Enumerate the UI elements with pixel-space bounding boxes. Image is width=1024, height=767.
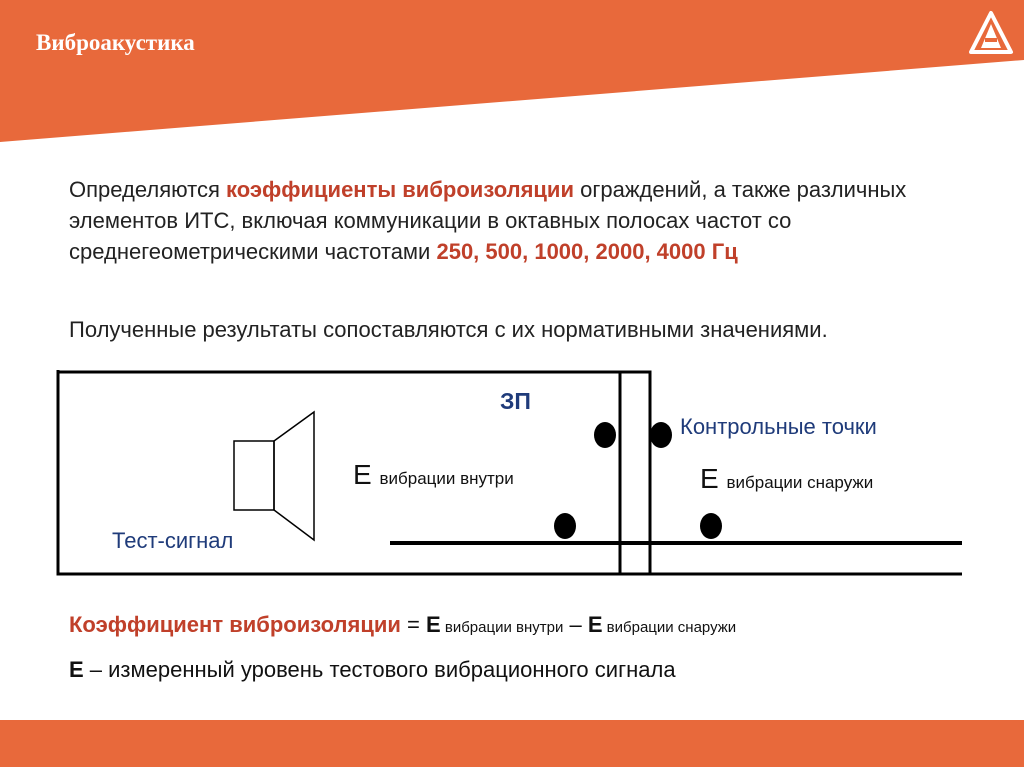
control-point-inside-upper bbox=[594, 422, 616, 448]
footer-band bbox=[0, 720, 1024, 767]
control-point-inside-lower bbox=[554, 513, 576, 539]
definition-text: – измеренный уровень тестового вибрационного сигнала bbox=[83, 657, 676, 682]
triangle-a-logo-icon bbox=[968, 10, 1014, 56]
control-points-label: Контрольные точки bbox=[680, 414, 877, 439]
control-point-outside-upper bbox=[650, 422, 672, 448]
definition-e: Е bbox=[69, 657, 84, 682]
formula-e-inside: Е bbox=[426, 612, 441, 637]
intro-text-2: ограждений, а также различных элементов ИТС, включая коммуникации в октавных полосах частот со среднегеометрическими частотами bbox=[69, 177, 907, 264]
e-definition bbox=[69, 657, 676, 683]
e-inside-subscript: вибрации внутри bbox=[379, 469, 514, 488]
e-inside-letter: Е bbox=[353, 459, 372, 490]
formula-equals: = bbox=[400, 612, 426, 637]
wall-label: ЗП bbox=[500, 388, 531, 414]
e-inside-label bbox=[353, 459, 514, 491]
header-band bbox=[0, 0, 1024, 142]
test-signal-label: Тест-сигнал bbox=[112, 528, 234, 553]
formula-e-outside: Е bbox=[587, 612, 603, 637]
formula-e-inside-sub: вибрации внутри bbox=[440, 619, 564, 636]
intro-paragraph bbox=[69, 174, 949, 267]
e-outside-letter: Е bbox=[700, 463, 719, 494]
intro-text-1: Определяются bbox=[69, 177, 226, 202]
intro-highlight-frequencies: 250, 500, 1000, 2000, 4000 Гц bbox=[436, 239, 738, 264]
e-outside-subscript: вибрации снаружи bbox=[726, 473, 874, 492]
formula-e-outside-sub: вибрации снаружи bbox=[602, 619, 737, 636]
control-point-outside-lower bbox=[700, 513, 722, 539]
isolation-formula bbox=[69, 612, 736, 638]
results-paragraph: Полученные результаты сопоставляются с их нормативными значениями. bbox=[69, 317, 828, 342]
formula-lhs: Коэффициент виброизоляции bbox=[69, 612, 401, 637]
formula-minus: – bbox=[563, 612, 588, 637]
page-title: Виброакустика bbox=[36, 30, 195, 55]
e-outside-label bbox=[700, 463, 873, 495]
speaker-icon bbox=[234, 412, 314, 540]
intro-highlight-coefficients: коэффициенты виброизоляции bbox=[225, 177, 574, 202]
